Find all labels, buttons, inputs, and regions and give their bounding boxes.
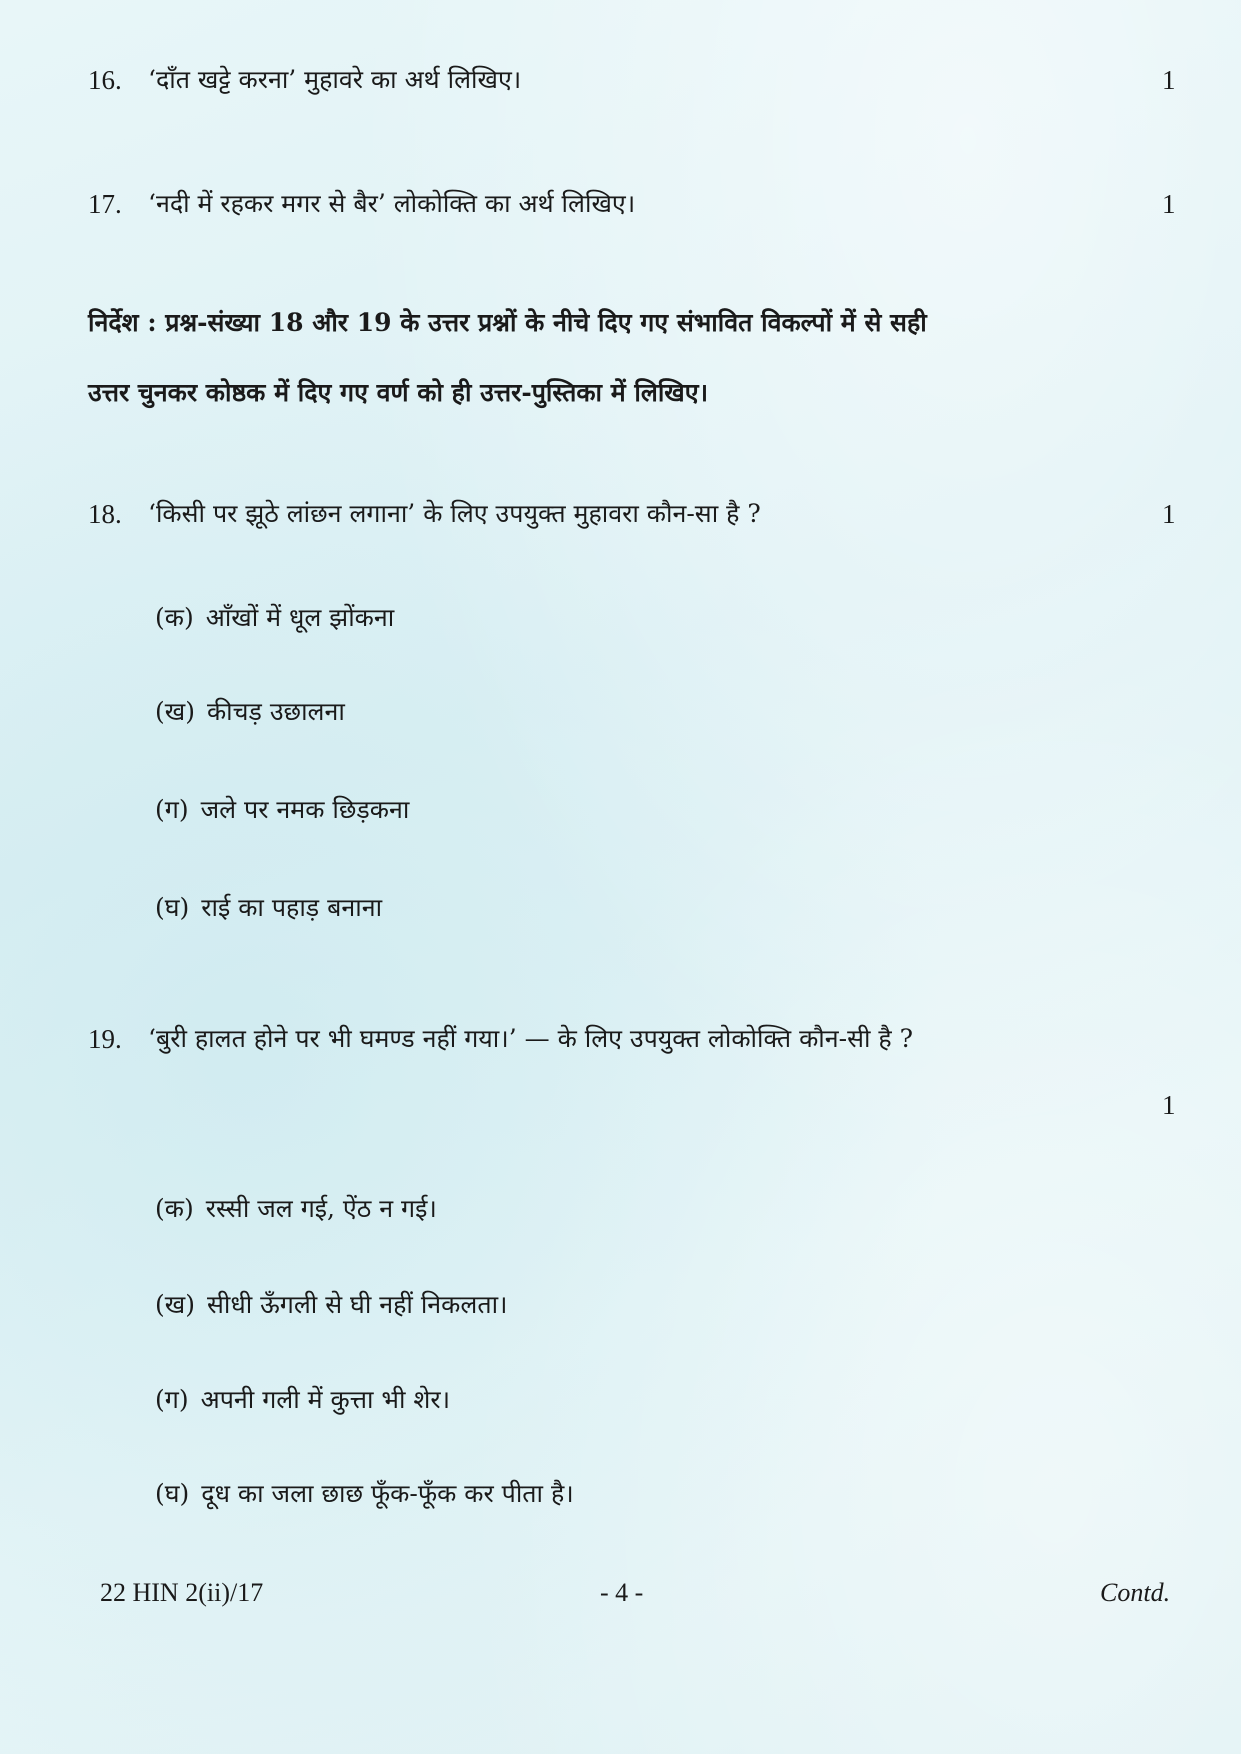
option-text: अपनी गली में कुत्ता भी शेर। [200,1385,451,1414]
option-text: आँखों में धूल झोंकना [205,603,395,632]
option-ga [155,1383,450,1417]
option-text: जले पर नमक छिड़कना [200,795,410,824]
option-label: (ख) [155,697,195,726]
continued-label: Contd. [1100,1578,1171,1607]
question-text: ‘बुरी हालत होने पर भी घमण्ड नहीं गया।’ — के लिए उपयुक्त लोकोक्ति कौन-सी है ? [148,1024,914,1053]
option-text: सीधी ऊँगली से घी नहीं निकलता। [206,1290,508,1319]
question-number: 17. [88,189,122,219]
option-gha [155,891,382,925]
option-label: (ग) [155,1385,189,1414]
instruction-line-1: निर्देश : प्रश्न-संख्या 18 और 19 के उत्तर प्रश्नों के नीचे दिए गए संभावित विकल्पों में से सही [88,308,927,337]
option-gha [155,1477,574,1511]
option-ka [155,601,394,635]
question-marks: 1 [1162,1090,1176,1120]
question-marks: 1 [1162,499,1176,529]
option-label: (क) [155,603,194,632]
question-number: 16. [88,65,122,95]
option-kha [155,695,345,729]
question-text: ‘किसी पर झूठे लांछन लगाना’ के लिए उपयुक्त मुहावरा कौन-सा है ? [148,499,761,528]
question-text: ‘नदी में रहकर मगर से बैर’ लोकोक्ति का अर्थ लिखिए। [148,189,636,218]
option-text: रस्सी जल गई, ऐंठ न गई। [205,1194,437,1223]
option-text: राई का पहाड़ बनाना [201,893,383,922]
question-marks: 1 [1162,189,1176,219]
question-marks: 1 [1162,65,1176,95]
question-number: 18. [88,499,122,529]
question-number: 19. [88,1024,122,1054]
question-text: ‘दाँत खट्टे करना’ मुहावरे का अर्थ लिखिए। [148,65,522,94]
option-ka [155,1192,437,1226]
option-label: (घ) [155,893,190,922]
option-text: कीचड़ उछालना [206,697,345,726]
instruction-line-2: उत्तर चुनकर कोष्ठक में दिए गए वर्ण को ही उत्तर-पुस्तिका में लिखिए। [88,378,709,407]
paper-code: 22 HIN 2(ii)/17 [100,1578,264,1607]
option-ga [155,793,409,827]
page-number: - 4 - [600,1578,644,1607]
option-label: (घ) [155,1479,190,1508]
option-kha [155,1288,508,1322]
option-label: (क) [155,1194,194,1223]
option-label: (ख) [155,1290,195,1319]
option-text: दूध का जला छाछ फूँक-फूँक कर पीता है। [201,1479,574,1508]
option-label: (ग) [155,795,189,824]
